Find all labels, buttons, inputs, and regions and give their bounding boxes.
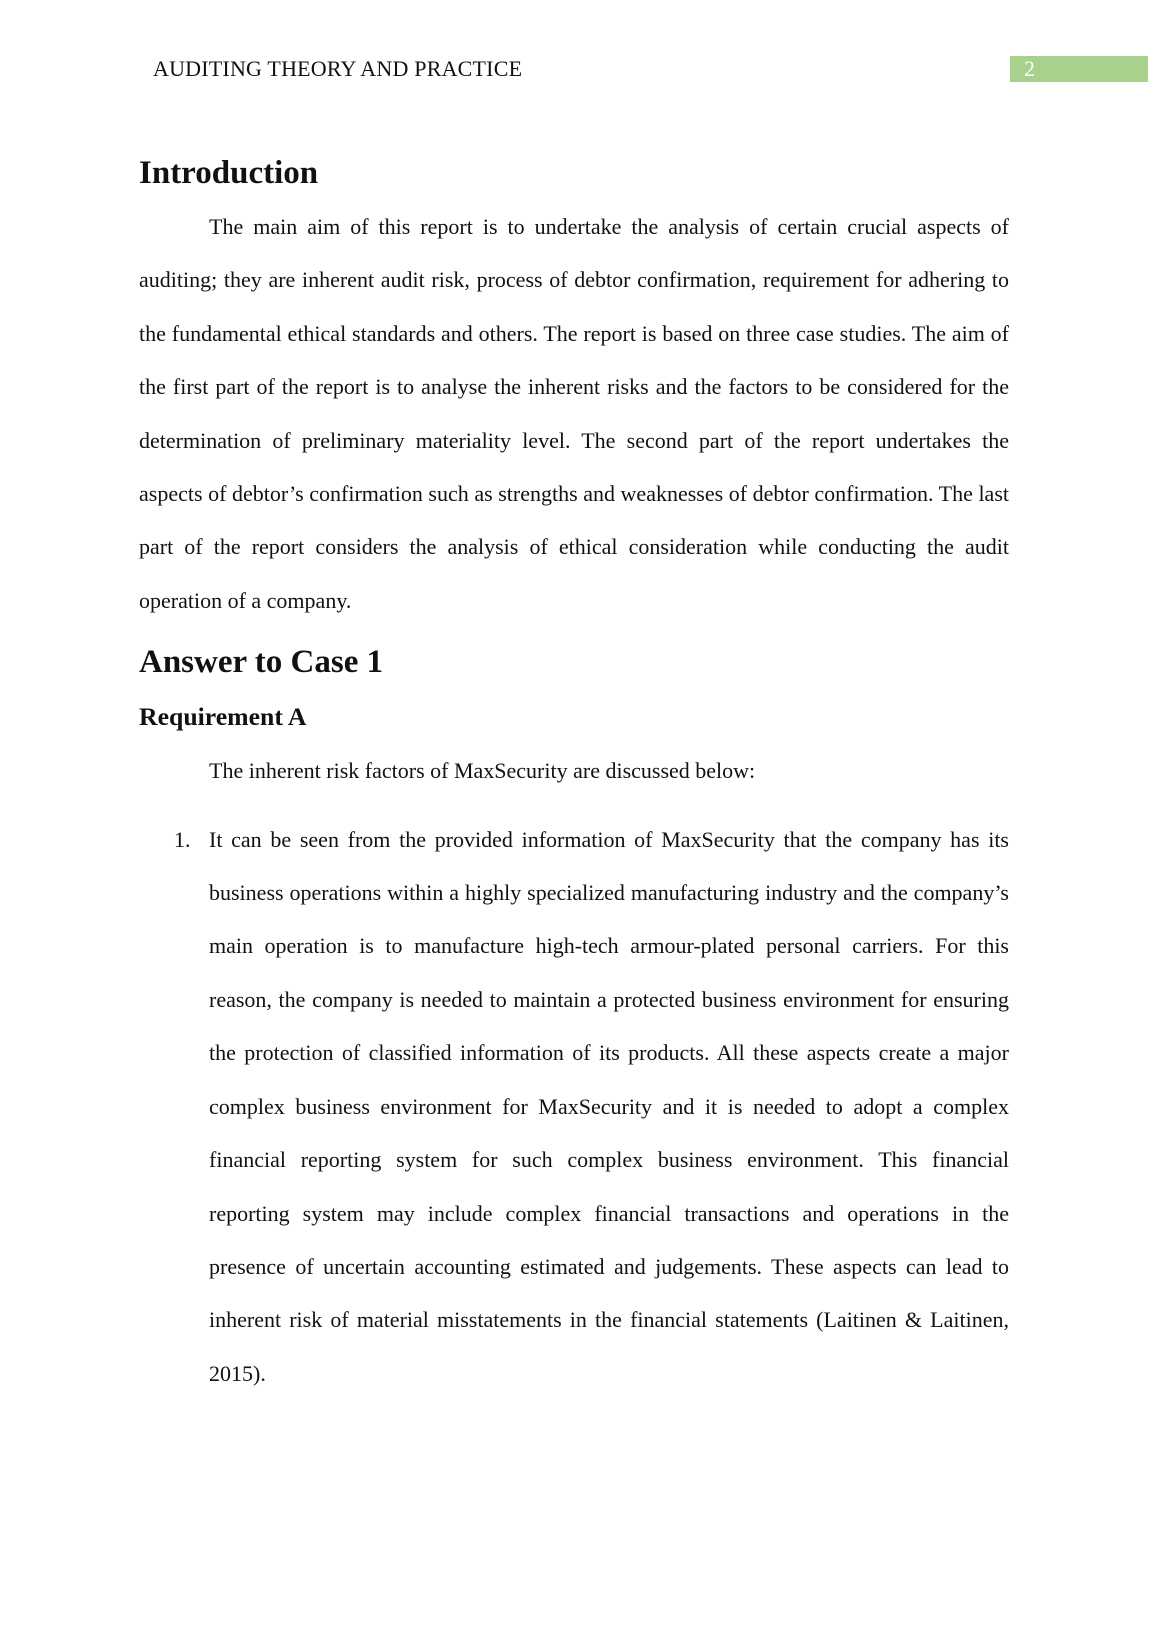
- inherent-risk-list: [139, 813, 1009, 1400]
- list-item-number: 1.: [174, 826, 191, 852]
- running-head-title: AUDITING THEORY AND PRACTICE: [153, 56, 523, 81]
- requirement-a-lead: The inherent risk factors of MaxSecurity are discussed below:: [209, 758, 756, 784]
- introduction-heading: Introduction: [139, 155, 319, 191]
- list-item-text: It can be seen from the provided information of MaxSecurity that the company has its business operations within a highly specialized manufacturing industry and the company’s main operation is to manufacture high-tech armour-plated personal carriers. For this reason, the company is needed to maintain a protected business environment for ensuring the protection of classified information of its products. All these aspects create a major complex business environment for MaxSecurity and it is needed to adopt a complex financial reporting system for such complex business environment. This financial reporting system may include complex financial transactions and operations in the presence of uncertain accounting estimated and judgements. These aspects can lead to inherent risk of material misstatements in the financial statements (Laitinen & Laitinen, 2015).: [209, 826, 1009, 1386]
- list-item: [139, 813, 1009, 1400]
- requirement-a-heading: Requirement A: [139, 702, 307, 732]
- document-body: [139, 157, 1009, 1400]
- case-1-heading: Answer to Case 1: [139, 644, 384, 681]
- introduction-paragraph: The main aim of this report is to undertake the analysis of certain crucial aspects of auditing; they are inherent audit risk, process of debtor confirmation, requirement for adhering to the fundamental ethical standards and others. The report is based on three case studies. The aim of the first part of the report is to analyse the inherent risks and the factors to be considered for the determination of preliminary materiality level. The second part of the report undertakes the aspects of debtor’s confirmation such as strengths and weaknesses of debtor confirmation. The last part of the report considers the analysis of ethical consideration while conducting the audit operation of a company.: [139, 214, 1009, 613]
- page-number: 2: [1010, 56, 1148, 82]
